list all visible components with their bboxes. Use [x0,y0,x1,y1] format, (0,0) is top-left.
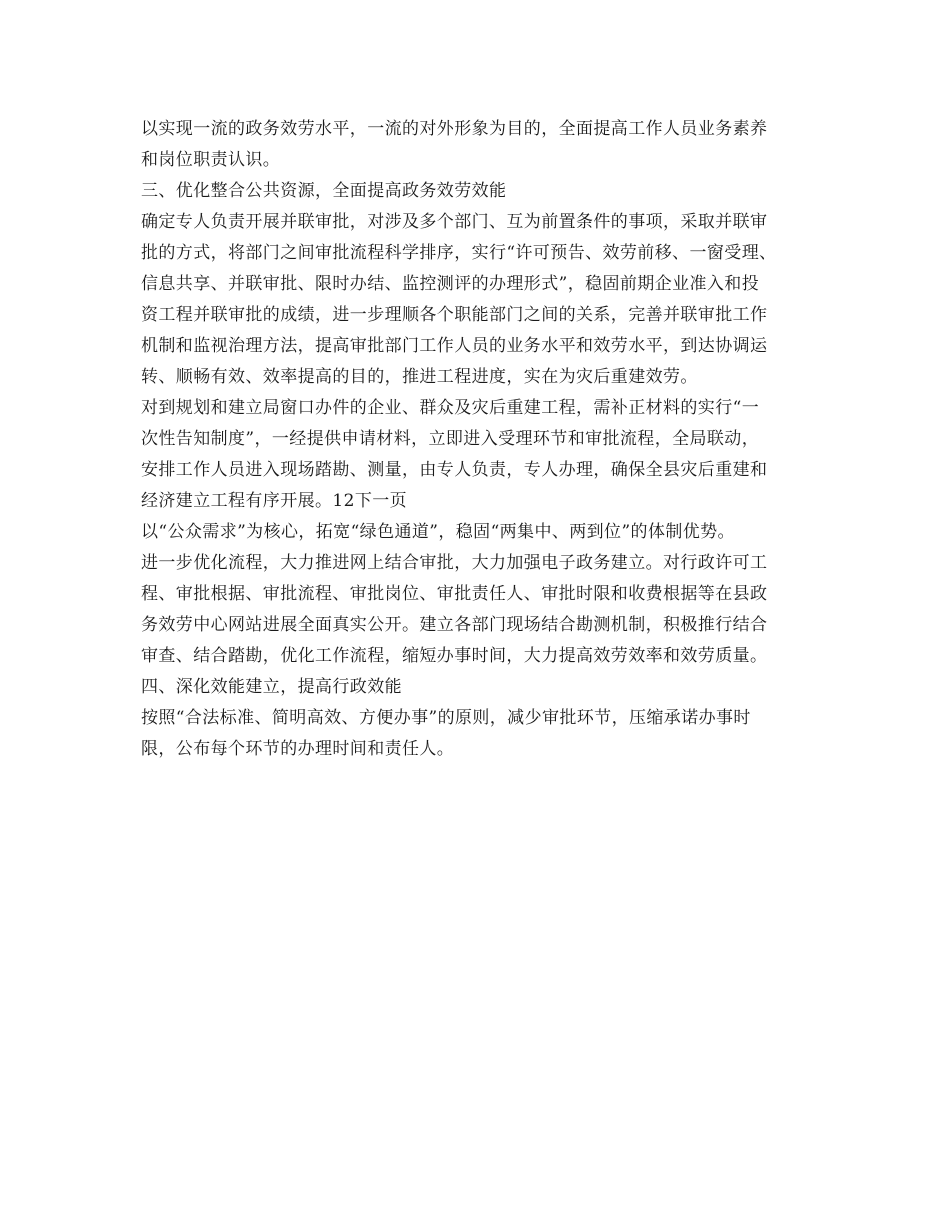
text-line: 确定专人负责开展并联审批，对涉及多个部门、互为前置条件的事项，采取并联审 [141,212,768,232]
text-line: 进一步优化流程，大力推进网上结合审批，大力加强电子政务建立。对行政许可工 [141,553,768,573]
text-line: 信息共享、并联审批、限时办结、监控测评的办理形式”，稳固前期企业准入和投 [141,274,760,294]
text-line: 和岗位职责认识。 [141,150,281,170]
text-line: 程、审批根据、审批流程、审批岗位、审批责任人、审批时限和收费根据等在县政 [141,584,768,604]
text-line: 机制和监视治理方法，提高审批部门工作人员的业务水平和效劳水平，到达协调运 [141,336,768,356]
text-line: 限，公布每个环节的办理时间和责任人。 [141,739,455,759]
text-line: 经济建立工程有序开展。12下一页 [141,491,408,511]
text-line: 转、顺畅有效、效率提高的目的，推进工程进度，实在为灾后重建效劳。 [141,367,698,387]
text-line: 审查、结合踏勘，优化工作流程，缩短办事时间，大力提高效劳效率和效劳质量。 [141,646,768,666]
section-heading: 三、优化整合公共资源，全面提高政务效劳效能 [141,181,507,201]
text-line: 以“公众需求”为核心，拓宽“绿色通道”，稳固“两集中、两到位”的体制优势。 [141,522,735,542]
text-line: 以实现一流的政务效劳水平，一流的对外形象为目的，全面提高工作人员业务素养 [141,119,768,139]
text-line: 资工程并联审批的成绩，进一步理顺各个职能部门之间的关系，完善并联审批工作 [141,305,768,325]
document-body [141,114,831,765]
text-line: 务效劳中心网站进展全面真实公开。建立各部门现场结合勘测机制，积极推行结合 [141,615,768,635]
text-line: 按照“合法标准、简明高效、方便办事”的原则，减少审批环节，压缩承诺办事时 [141,708,751,728]
text-line: 次性告知制度”，一经提供申请材料，立即进入受理环节和审批流程，全局联动， [141,429,760,449]
text-line: 对到规划和建立局窗口办件的企业、群众及灾后重建工程，需补正材料的实行“一 [141,398,760,418]
text-line: 安排工作人员进入现场踏勘、测量，由专人负责，专人办理，确保全县灾后重建和 [141,460,768,480]
section-heading: 四、深化效能建立，提高行政效能 [141,677,402,697]
text-line: 批的方式，将部门之间审批流程科学排序，实行“许可预告、效劳前移、一窗受理、 [141,243,777,263]
